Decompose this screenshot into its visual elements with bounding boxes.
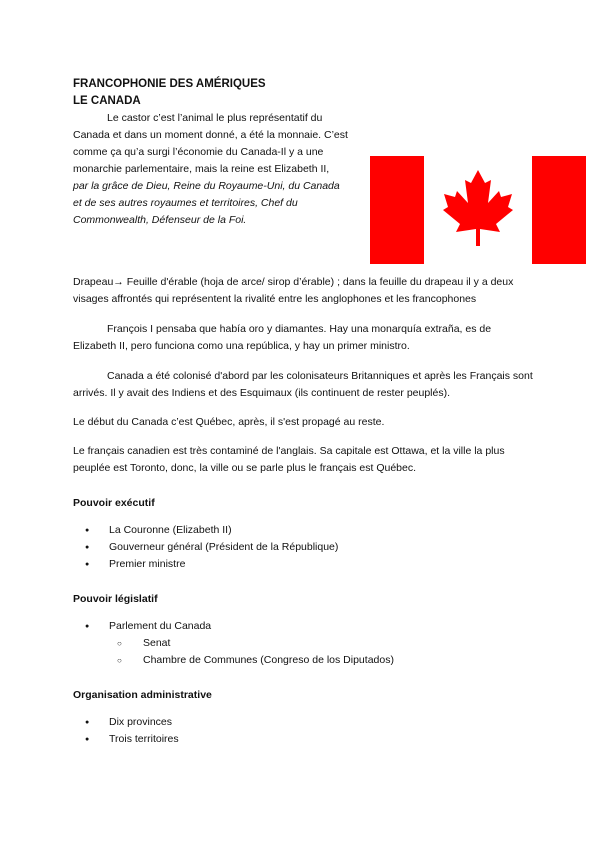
intro-block [73, 110, 533, 260]
list-item: ● Parlement du Canada [73, 618, 533, 635]
paragraph-francois: François I pensaba que había oro y diamantes. Hay una monarquía extraña, es de Elizabeth II, pero funciona como una república, y hay un primer ministro. [73, 323, 492, 352]
intro-italic: par la grâce de Dieu, Reine du Royaume-Uni, du Canada et de ses autres royaumes et territoires, Chef du Commonwealth, Défenseur de la Foi. [73, 180, 340, 226]
heading-pouvoir-legislatif: Pouvoir législatif [73, 593, 158, 605]
doc-title: FRANCOPHONIE DES AMÉRIQUES [73, 78, 266, 90]
paragraph-drapeau: Drapeau→ Feuille d'érable (hoja de arce/ sirop d’érable) ; dans la feuille du drapeau il y a deux visages affrontés qui représentent la rivalité entre les anglophones et les francophones [73, 276, 514, 305]
paragraph-colonise: Canada a été colonisé d'abord par les colonisateurs Britanniques et après les Français sont arrivés. Il y avait des Indiens et des Esquimaux (ils continuent de rester peuplés). [73, 370, 533, 399]
doc-subtitle: LE CANADA [73, 95, 141, 107]
list-legislatif [73, 618, 533, 669]
paragraph-debut: Le début du Canada c’est Québec, après, il s'est propagé au reste. [73, 416, 385, 428]
paragraph-francais: Le français canadien est très contaminé de l'anglais. Sa capitale est Ottawa, et la ville la plus peuplée est Toronto, donc, la ville ou se parle plus le français est Québec. [73, 445, 505, 474]
canada-flag-image [370, 156, 586, 264]
intro-text [73, 110, 351, 229]
flag-left-band [370, 156, 424, 264]
flag-right-band [532, 156, 586, 264]
list-item: ● Dix provinces [73, 714, 533, 731]
list-item: ● Premier ministre [73, 556, 533, 573]
list-administratif [73, 714, 533, 748]
sub-list-item: ○ Senat [73, 635, 533, 652]
sub-list-item: ○ Chambre de Communes (Congreso de los Diputados) [73, 652, 533, 669]
list-item: ● Trois territoires [73, 731, 533, 748]
list-executif [73, 522, 533, 573]
heading-organisation-administrative: Organisation administrative [73, 689, 212, 701]
list-item: ● La Couronne (Elizabeth II) [73, 522, 533, 539]
document-page [73, 76, 533, 748]
list-item: ● Gouverneur général (Président de la République) [73, 539, 533, 556]
intro-paragraph: Le castor c’est l’animal le plus représentatif du Canada et dans un moment donné, a été la monnaie. C’est comme ça qu’a surgi l’économie du Canada-Il y a une monarchie parlementaire, mais la reine est Elizabeth II, [73, 112, 348, 175]
heading-pouvoir-executif: Pouvoir exécutif [73, 497, 155, 509]
